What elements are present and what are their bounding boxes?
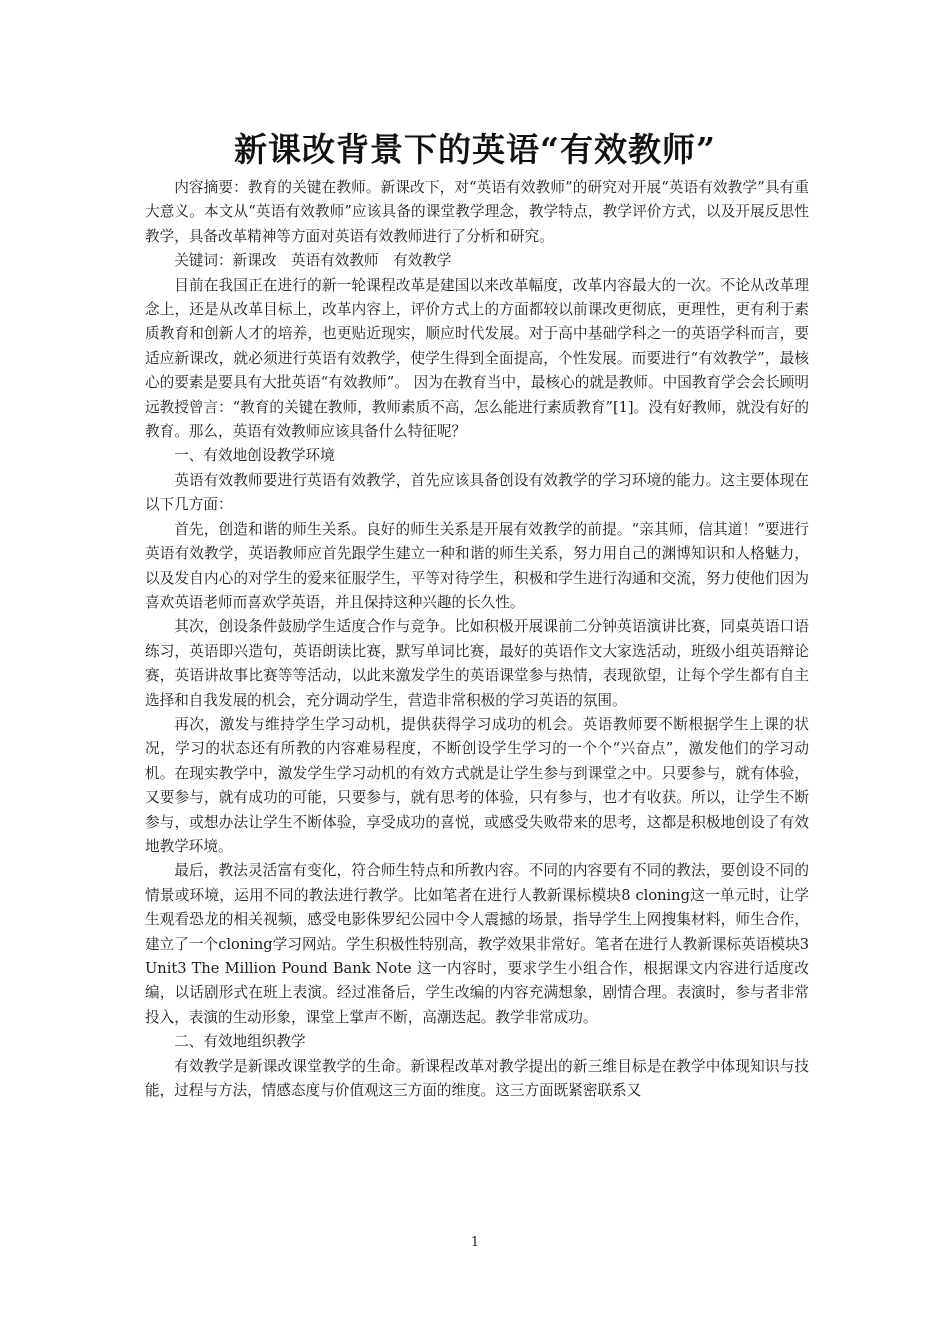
document-body: [145, 176, 809, 1103]
section-heading: 二、有效地组织教学: [174, 1033, 306, 1051]
body-paragraph: 最后，教法灵活富有变化，符合师生特点和所教内容。不同的内容要有不同的教法，要创设不同的情景或环境，运用不同的教法进行教学。比如笔者在进行人教新课标模块8 cloning这一单元时，让学生观看恐龙的相关视频，感受电影侏罗纪公园中令人震撼的场景，指导学生上网搜集材料，师生合作，建立了一个cloning学习网站。学生积极性特别高，教学效果非常好。笔者在进行人教新课标英语模块3 Unit3 The Million Pound Bank Note 这一内容时，要求学生小组合作，根据课文内容进行适度改编，以话剧形式在班上表演。经过准备后，学生改编的内容充满想象，剧情合理。表演时，参与者非常投入，表演的生动形象，课堂上掌声不断，高潮迭起。教学非常成功。: [145, 862, 809, 1026]
section-heading: 一、有效地创设教学环境: [174, 447, 335, 465]
body-paragraph: 首先，创造和谐的师生关系。良好的师生关系是开展有效教学的前提。“亲其师，信其道！”要进行英语有效教学，英语教师应首先跟学生建立一种和谐的师生关系，努力用自己的渊博知识和人格魅力，以及发自内心的对学生的爱来征服学生，平等对待学生，积极和学生进行沟通和交流，努力使他们因为喜欢英语老师而喜欢学英语，并且保持这种兴趣的长久性。: [145, 520, 809, 611]
body-paragraph: 其次，创设条件鼓励学生适度合作与竞争。比如积极开展课前二分钟英语演讲比赛，同桌英语口语练习，英语即兴造句，英语朗读比赛，默写单词比赛，最好的英语作文大家选活动，班级小组英语辩论赛，英语讲故事比赛等等活动，以此来激发学生的英语课堂参与热情，表现欲望，让每个学生都有自主选择和自我发展的机会，充分调动学生，营造非常积极的学习英语的氛围。: [145, 618, 809, 709]
abstract-paragraph: 内容摘要：教育的关键在教师。新课改下，对“英语有效教师”的研究对开展“英语有效教学”具有重大意义。本文从“英语有效教师”应该具备的课堂教学理念，教学特点，教学评价方式，以及开展反思性教学，具备改革精神等方面对英语有效教师进行了分析和研究。: [145, 179, 809, 245]
body-paragraph: 目前在我国正在进行的新一轮课程改革是建国以来改革幅度，改革内容最大的一次。不论从改革理念上，还是从改革目标上，改革内容上，评价方式上的方面都较以前课改更彻底，更理性，更有利于素质教育和创新人才的培养，也更贴近现实，顺应时代发展。对于高中基础学科之一的英语学科而言，要适应新课改，就必须进行英语有效教学，使学生得到全面提高，个性发展。而要进行“有效教学”，最核心的要素是要具有大批英语“有效教师”。 因为在教育当中，最核心的就是教师。中国教育学会会长顾明远教授曾言：“教育的关键在教师，教师素质不高，怎么能进行素质教育”[1]。没有好教师，就没有好的教育。那么，英语有效教师应该具备什么特征呢？: [145, 276, 809, 441]
body-paragraph: 英语有效教师要进行英语有效教学，首先应该具备创设有效教学的学习环境的能力。这主要体现在以下几方面：: [145, 471, 809, 514]
body-paragraph: 有效教学是新课改课堂教学的生命。新课程改革对教学提出的新三维目标是在教学中体现知识与技能，过程与方法，情感态度与价值观这三方面的维度。这三方面既紧密联系又: [145, 1057, 809, 1100]
page-number: 1: [470, 1235, 480, 1250]
keywords-paragraph: 关键词：新课改 英语有效教师 有效教学: [174, 252, 452, 270]
document-title: 新课改背景下的英语“有效教师”: [234, 130, 716, 169]
body-paragraph: 再次，激发与维持学生学习动机，提供获得学习成功的机会。英语教师要不断根据学生上课的状况，学习的状态还有所教的内容难易程度，不断创设学生学习的一个个“兴奋点”，激发他们的学习动机。在现实教学中，激发学生学习动机的有效方式就是让学生参与到课堂之中。只要参与，就有体验，又要参与，就有成功的可能，只要参与，就有思考的体验，只有参与，也才有收获。所以，让学生不断参与，或想办法让学生不断体验，享受成功的喜悦，或感受失败带来的思考，这都是积极地创设了有效地教学环境。: [145, 715, 809, 855]
